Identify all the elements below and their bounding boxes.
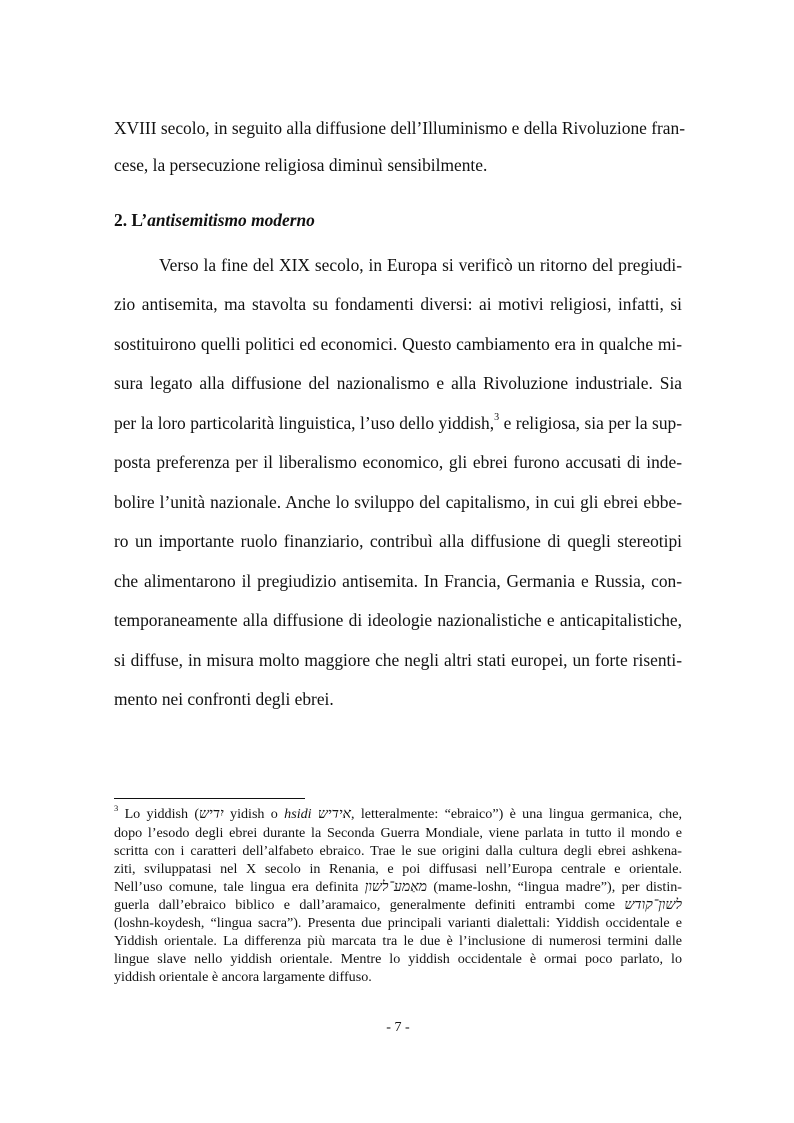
text-line: sostituirono quelli politici ed economici. Questo cambiamento era in qualche mi- [114, 334, 682, 354]
page-number: - 7 - [386, 1019, 410, 1035]
hebrew-text: מאַמע־לשון [364, 879, 428, 895]
hebrew-text: לשון־קודש [624, 897, 682, 913]
text-segment: , letteralmente: “ebraico”) è una lingua germanica, che, [351, 806, 682, 822]
text-line: mento nei confronti degli ebrei. [114, 689, 334, 709]
footnote-line: ziti, sviluppatasi nel X secolo in Renania, e poi diffusasi nell’Europa centrale e orientale. [114, 861, 682, 877]
footnote-number: 3 [114, 803, 119, 814]
footnote-line: dopo l’esodo degli ebrei durante la Seconda Guerra Mondiale, viene parlata in tutto il mondo e [114, 825, 682, 841]
section-heading [114, 210, 315, 230]
section-heading-number: 2. L’ [114, 210, 148, 230]
text-line: temporaneamente alla diffusione di ideologie nazionalistiche e anticapitalistiche, [114, 610, 682, 630]
text-segment: per la loro particolarità linguistica, l’uso dello yiddish, [114, 413, 495, 433]
text-line: zio antisemita, ma stavolta su fondamenti diversi: ai motivi religiosi, infatti, si [114, 294, 682, 314]
text-line: cese, la persecuzione religiosa diminuì sensibilmente. [114, 155, 488, 175]
footnote-line: scritta con i caratteri dell’alfabeto ebraico. Trae le sue origini dalla cultura degli ebrei ashkena- [114, 843, 682, 859]
text-line: che alimentarono il pregiudizio antisemita. In Francia, Germania e Russia, con- [114, 571, 682, 591]
hebrew-text: אידיש [317, 806, 351, 822]
text-segment: yidish o [223, 806, 285, 822]
text-segment: e religiosa, sia per la sup- [499, 413, 683, 433]
footnote-line [114, 897, 682, 914]
text-segment: Lo yiddish ( [118, 806, 200, 822]
text-line: XVIII secolo, in seguito alla diffusione dell’Illuminismo e della Rivoluzione fran- [114, 118, 686, 138]
footnote-reference[interactable]: 3 [494, 412, 500, 424]
text-line: Verso la fine del XIX secolo, in Europa si verificò un ritorno del pregiudi- [159, 255, 682, 275]
text-line-with-footnote-ref [114, 413, 682, 433]
text-line: si diffuse, in misura molto maggiore che negli altri stati europei, un forte risenti- [114, 650, 682, 670]
footnote-line: yiddish orientale è ancora largamente diffuso. [114, 969, 372, 985]
text-line: posta preferenza per il liberalismo economico, gli ebrei furono accusati di inde- [114, 452, 682, 472]
footnote-separator [114, 798, 305, 799]
footnote-line: lingue slave nello yiddish orientale. Mentre lo yiddish occidentale è ormai poco parlato, lo [114, 951, 682, 967]
footnote-line [114, 879, 682, 896]
footnote-line [114, 803, 682, 823]
footnote-line: Yiddish orientale. La differenza più marcata tra le due è l’inclusione di numerosi termini dalle [114, 933, 682, 949]
hebrew-text: יִדיש [199, 806, 224, 822]
footnote-line: (loshn-koydesh, “lingua sacra”). Presenta due principali varianti dialettali: Yiddish occidentale e [114, 915, 682, 931]
text-segment: guerla dall’ebraico biblico e dall’aramaico, generalmente definiti entrambi come [114, 897, 625, 913]
section-heading-title: antisemitismo moderno [147, 210, 315, 230]
text-line: bolire l’unità nazionale. Anche lo sviluppo del capitalismo, in cui gli ebrei ebbe- [114, 492, 682, 512]
text-line: sura legato alla diffusione del nazionalismo e alla Rivoluzione industriale. Sia [114, 373, 682, 393]
text-segment: Nell’uso comune, tale lingua era definita [114, 879, 365, 895]
text-segment: (mame-loshn, “lingua madre”), per distin- [427, 879, 682, 895]
italic-term: hsidi [284, 806, 312, 822]
text-line: ro un importante ruolo finanziario, contribuì alla diffusione di quegli stereotipi [114, 531, 682, 551]
